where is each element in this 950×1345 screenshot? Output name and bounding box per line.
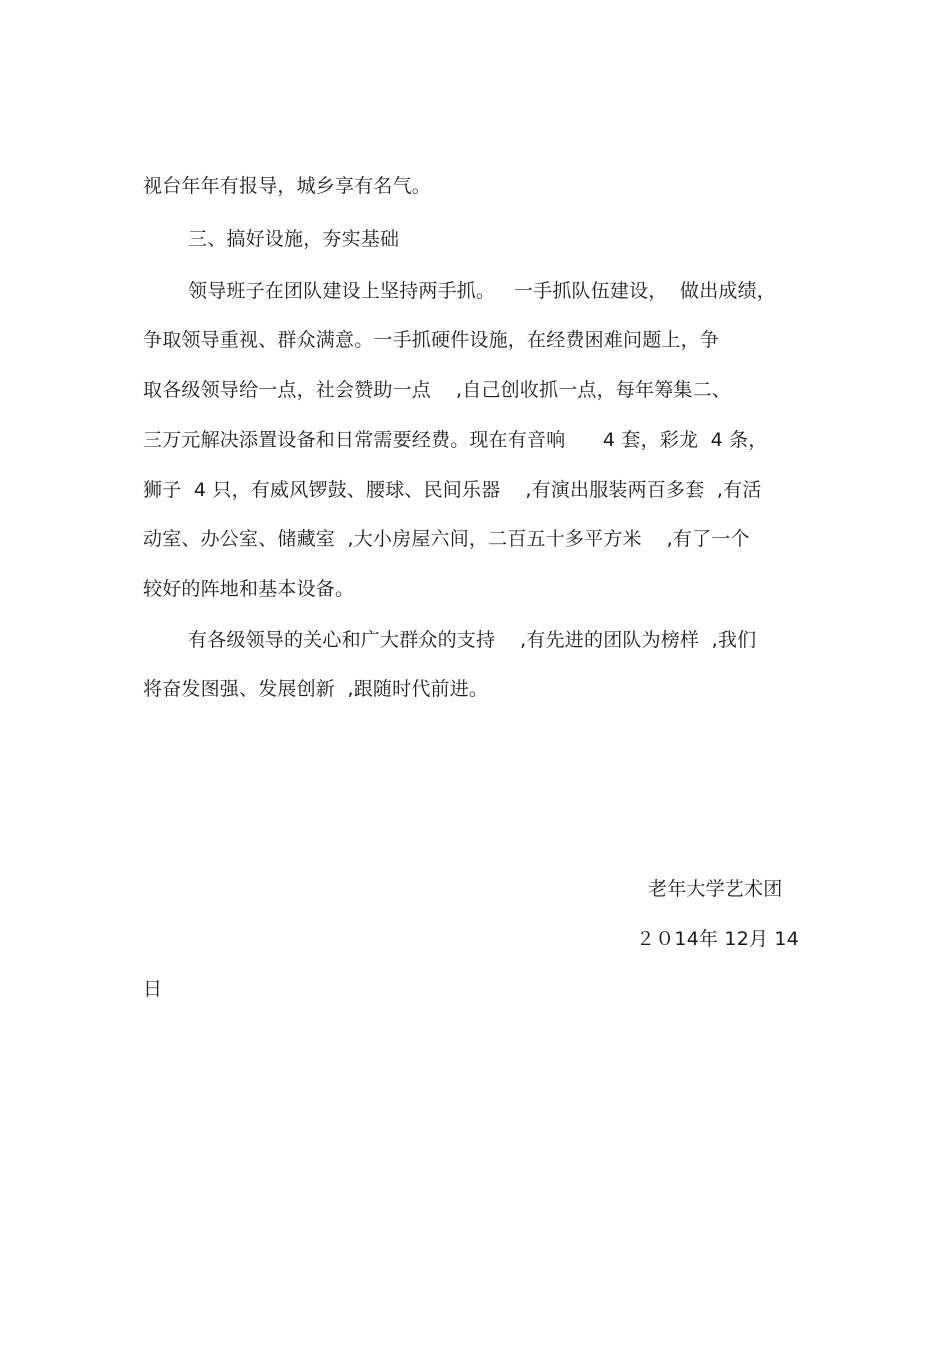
signature-date-day: 日: [143, 978, 163, 1000]
text-line-1: 视台年年有报导，城乡享有名气。: [143, 175, 432, 197]
text-line-3: 领导班子在团队建设上坚持两手抓。 一手抓队伍建设， 做出成绩，: [188, 280, 776, 302]
text-line-6: 三万元解决添置设备和日常需要经费。现在有音响 4 套，彩龙 4 条，: [143, 429, 768, 451]
text-line-7: 狮子 4 只，有威风锣鼓、腰球、民间乐器 ,有演出服装两百多套 ,有活: [143, 479, 762, 501]
signature-organization: 老年大学艺术团: [648, 878, 783, 900]
text-line-8: 动室、办公室、储藏室 ,大小房屋六间，二百五十多平方米 ,有了一个: [143, 528, 750, 550]
text-line-4: 争取领导重视、群众满意。一手抓硬件设施，在经费困难问题上，争: [143, 329, 720, 351]
text-line-10: 有各级领导的关心和广大群众的支持 ,有先进的团队为榜样 ,我们: [188, 629, 757, 651]
text-line-11: 将奋发图强、发展创新 ,跟随时代前进。: [143, 678, 489, 700]
text-line-9: 较好的阵地和基本设备。: [143, 578, 355, 600]
section-heading: 三、搞好设施，夯实基础: [188, 228, 400, 250]
signature-date: ２０14年 12月 14: [636, 928, 800, 950]
text-line-5: 取各级领导给一点，社会赞助一点 ,自己创收抓一点，每年筹集二、: [143, 379, 731, 401]
